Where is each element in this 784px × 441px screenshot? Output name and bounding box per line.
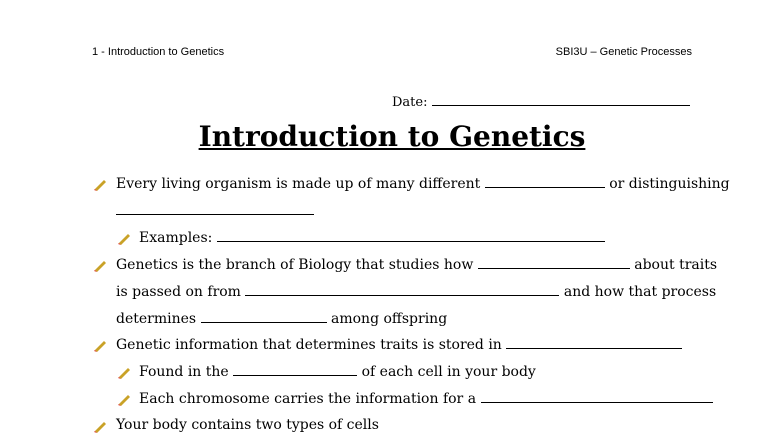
fill-blank xyxy=(478,256,630,269)
fill-blank xyxy=(481,390,713,403)
text: Genetic information that determines traits is stored in xyxy=(116,337,502,353)
fill-blank xyxy=(116,202,314,215)
text: and how that process xyxy=(563,284,717,300)
list-item xyxy=(139,229,605,246)
header-left: 1 - Introduction to Genetics xyxy=(92,46,225,58)
text: Your body contains two types of cells xyxy=(116,417,379,433)
list-item xyxy=(116,417,379,433)
fill-blank xyxy=(245,283,559,296)
text: of each cell in your body xyxy=(361,364,536,380)
text: or distinguishing xyxy=(609,176,730,192)
text: Found in the xyxy=(139,364,229,380)
pen-bullet-icon xyxy=(93,419,107,433)
pen-bullet-icon xyxy=(93,177,107,191)
pen-bullet-icon xyxy=(117,392,131,406)
list-item xyxy=(116,175,730,192)
text: about traits xyxy=(634,257,718,273)
list-item xyxy=(139,363,536,380)
pen-bullet-icon xyxy=(93,258,107,272)
list-item xyxy=(116,310,447,327)
fill-blank xyxy=(233,363,357,376)
fill-blank xyxy=(506,336,682,349)
text: Every living organism is made up of many different xyxy=(116,176,481,192)
date-label: Date: xyxy=(392,95,428,110)
list-item xyxy=(116,336,682,353)
list-item xyxy=(116,202,314,219)
text: Each chromosome carries the information for a xyxy=(139,391,477,407)
page-title: Introduction to Genetics xyxy=(198,120,586,153)
list-item xyxy=(116,256,717,273)
fill-blank xyxy=(485,175,605,188)
text: Examples: xyxy=(139,230,213,246)
text: among offspring xyxy=(331,311,448,327)
text: is passed on from xyxy=(116,284,241,300)
date-line xyxy=(392,93,690,110)
text: determines xyxy=(116,311,197,327)
date-blank xyxy=(432,93,690,106)
list-item xyxy=(116,283,716,300)
fill-blank xyxy=(201,310,327,323)
pen-bullet-icon xyxy=(93,338,107,352)
pen-bullet-icon xyxy=(117,231,131,245)
fill-blank xyxy=(217,229,605,242)
header-right: SBI3U – Genetic Processes xyxy=(555,46,692,58)
pen-bullet-icon xyxy=(117,365,131,379)
list-item xyxy=(139,390,713,407)
text: Genetics is the branch of Biology that studies how xyxy=(116,257,474,273)
